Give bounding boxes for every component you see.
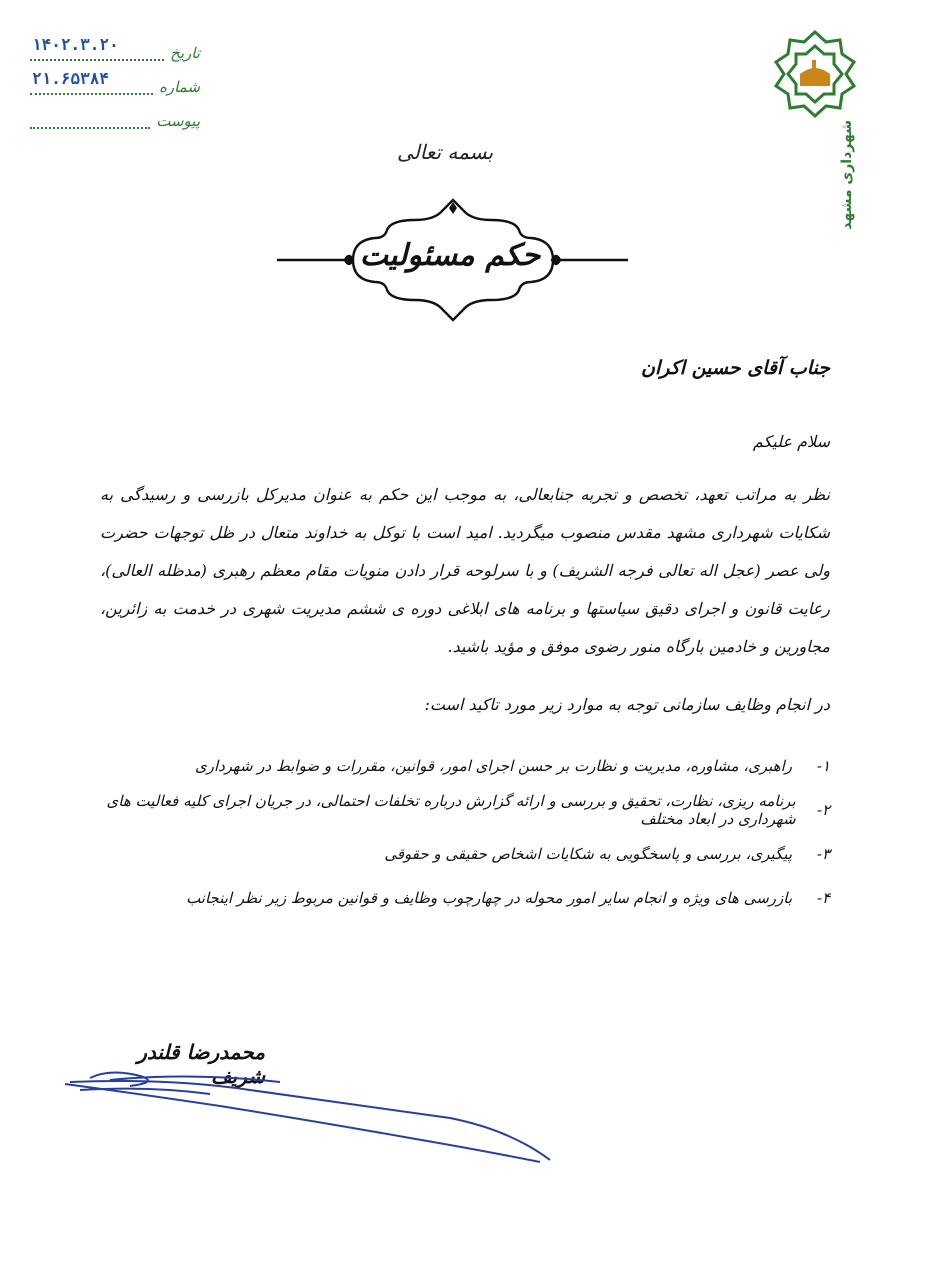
attachment-row (30, 104, 200, 138)
list-item (100, 788, 830, 832)
item-text: برنامه ریزی، نظارت، تحقیق و بررسی و ارائه گزارش درباره تخلفات احتمالی، در جریان اجرای کلیه فعالیت های شهرداری در ابعاد مختلف (106, 792, 796, 828)
attachment-label: پیوست (156, 112, 200, 130)
date-label: تاریخ (170, 44, 200, 62)
duties-list (100, 744, 830, 920)
item-number: ۳- (816, 845, 830, 863)
list-item (100, 744, 830, 788)
signature-icon (50, 1060, 570, 1170)
main-paragraph: نظر به مراتب تعهد، تخصص و تجربه جنابعالی، به موجب این حکم به عنوان مدیرکل بازرسی و رسیدگی به شکایات شهرداری مشهد مقدس منصوب میگردید. امید است با توکل به خداوند متعال در ظل توجهات حضرت ولی عصر (عجل اله تعالی فرجه الشریف) و با سرلوحه قرار دادن منویات مقام معظم رهبری (مدظله العالی)، رعایت قانون و اجرای دقیق سیاستها و برنامه های ابلاغی دوره ی ششم مدیریت شهری در خدمت به زائرین، مجاورین و خادمین بارگاه منور رضوی موفق و مؤید باشید. (100, 485, 830, 656)
besmeh-heading: بسمه تعالی (396, 140, 494, 164)
date-value: ۱۴۰۲.۳.۲۰ (32, 35, 119, 54)
item-text: پیگیری، بررسی و پاسخگویی به شکایات اشخاص حقیقی و حقوقی (384, 845, 792, 863)
salutation: سلام علیکم (752, 432, 830, 451)
municipality-logo-icon (760, 28, 870, 118)
number-row (30, 70, 200, 104)
item-text: بازرسی های ویژه و انجام سایر امور محوله در چهارچوب وظایف و قوانین مربوط زیر نظر اینجانب (186, 889, 792, 907)
logo-text: شهرداری مشهد (839, 120, 855, 230)
item-number: ۴- (816, 889, 830, 907)
attachment-field (30, 113, 150, 129)
signer-name: محمدرضا قلندر شریف (137, 1040, 265, 1088)
item-text: راهبری، مشاوره، مدیریت و نظارت بر حسن اجرای امور، قوانین، مقررات و ضوابط در شهرداری (194, 757, 792, 775)
number-label: شماره (159, 78, 200, 96)
item-number: ۱- (816, 757, 830, 775)
document-title: حکم مسئولیت (359, 238, 541, 273)
letter-meta (30, 36, 200, 138)
list-item (100, 876, 830, 920)
date-field (30, 35, 164, 61)
addressee: جناب آقای حسین اکران (641, 357, 830, 379)
duties-intro: در انجام وظایف سازمانی توجه به موارد زیر مورد تاکید است: (424, 695, 830, 714)
date-row (30, 36, 200, 70)
number-field (30, 69, 153, 95)
list-item (100, 832, 830, 876)
letter-body (100, 348, 830, 920)
number-value: ۲۱.۶۵۳۸۴ (32, 69, 110, 88)
item-number: ۲- (816, 801, 830, 819)
